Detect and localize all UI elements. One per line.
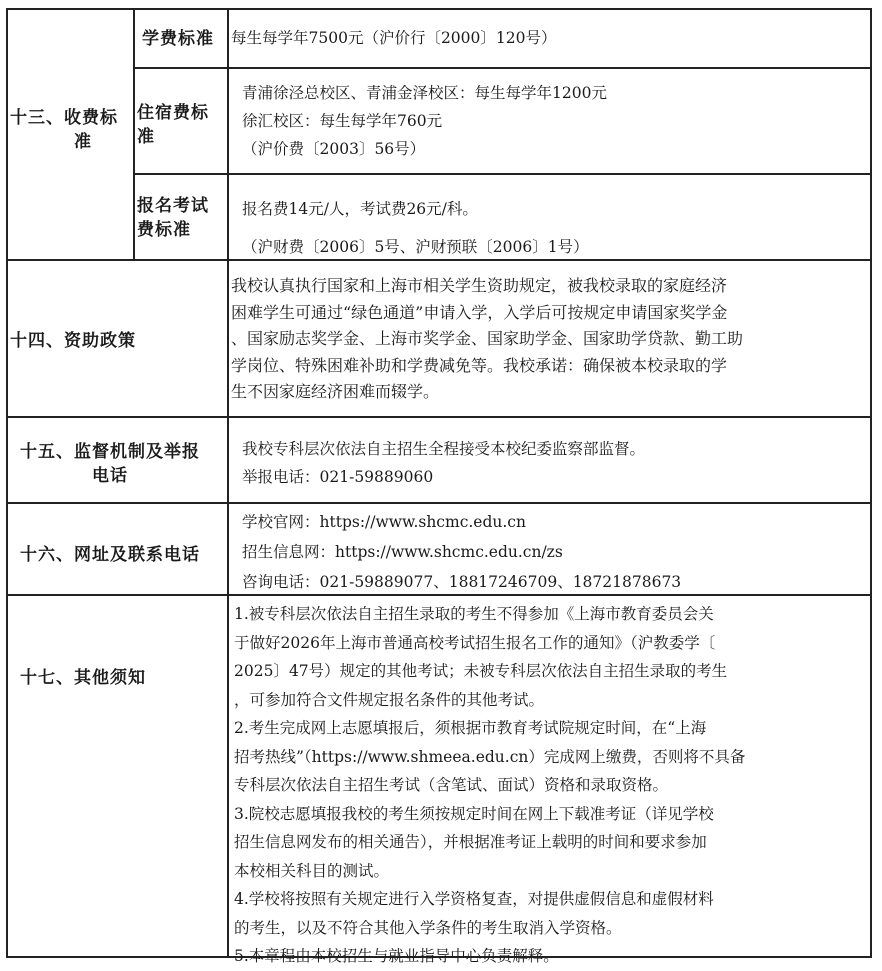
section-15-title-line1: 十五、监督机制及举报	[20, 442, 200, 462]
exam-fee-label-line2: 费标准	[137, 220, 191, 240]
section-14-title: 十四、资助政策	[10, 331, 136, 351]
exam-fee-line: 报名费14元/人，考试费26元/科。	[242, 200, 478, 218]
exam-fee-label	[137, 194, 209, 242]
section-13-title	[10, 106, 134, 154]
notice-line: 的考生，以及不符合其他入学条件的考生取消入学资格。	[234, 918, 622, 937]
notice-line: 本校相关科目的测试。	[234, 861, 390, 880]
admissions-website: 招生信息网：https://www.shcmc.edu.cn/zs	[242, 543, 563, 561]
column-divider	[227, 10, 229, 956]
notice-line: 招生信息网发布的相关通告），并根据准考证上载明的时间和要求参加	[234, 833, 707, 851]
text-line: 学岗位、特殊困难补助和学费减免等。我校承诺：确保被本校录取的学	[231, 355, 728, 375]
section-13-title-line2: 准	[74, 132, 92, 152]
exam-fee-line: （沪财费〔2006〕5号、沪财预联〔2006〕1号）	[242, 238, 589, 256]
housing-line: 青浦徐泾总校区、青浦金泽校区：每生每学年1200元	[242, 84, 607, 102]
row-divider	[8, 416, 870, 418]
housing-label-line1: 住宿费标	[137, 103, 209, 123]
notice-line: 2025〕47号）规定的其他考试；未被专科层次依法自主招生录取的考生	[234, 662, 728, 680]
notice-line: 专科层次依法自主招生考试（含笔试、面试）资格和录取资格。	[234, 776, 669, 794]
row-divider	[8, 502, 870, 504]
tuition-label: 学费标准	[142, 29, 214, 49]
text-line: 困难学生可通过“绿色通道”申请入学，入学后可按规定申请国家奖学金	[231, 302, 728, 322]
housing-label-line2: 准	[137, 127, 155, 147]
notice-line: 2.考生完成网上志愿填报后，须根据市教育考试院规定时间，在“上海	[234, 719, 707, 737]
section-15-text	[242, 435, 645, 491]
section-16-title: 十六、网址及联系电话	[20, 545, 200, 565]
text-line: 生不因家庭经济困难而辍学。	[231, 382, 440, 401]
text-line: 我校专科层次依法自主招生全程接受本校纪委监察部监督。	[242, 440, 646, 458]
row-divider	[133, 173, 870, 175]
notice-line: ，可参加符合文件规定报名条件的其他考试。	[234, 690, 545, 709]
exam-fee-text	[242, 190, 589, 266]
housing-line: （沪价费〔2003〕56号）	[242, 140, 426, 158]
housing-text	[242, 79, 607, 163]
admissions-info-table	[6, 8, 872, 965]
notice-line: 招考热线”（https://www.shmeea.edu.cn）完成网上缴费，否则将不具备	[234, 747, 746, 766]
section-15-title	[20, 440, 200, 488]
section-17-title: 十七、其他须知	[20, 668, 146, 688]
notice-line: 1.被专科层次依法自主招生录取的考生不得参加《上海市教育委员会关	[234, 605, 714, 623]
row-divider	[133, 67, 870, 69]
notice-line: 3.院校志愿填报我校的考生须按规定时间在网上下载准考证（详见学校	[234, 804, 714, 823]
text-line: 我校认真执行国家和上海市相关学生资助规定，被我校录取的家庭经济	[231, 276, 728, 295]
housing-label	[137, 101, 209, 149]
section-14-text	[231, 273, 743, 406]
contact-phones: 咨询电话：021-59889077、18817246709、18721878673	[242, 573, 682, 591]
school-website: 学校官网：https://www.shcmc.edu.cn	[242, 513, 526, 531]
notice-line: 于做好2026年上海市普通高校考试招生报名工作的通知》（沪教委学〔	[234, 633, 716, 652]
housing-line: 徐汇校区：每生每学年760元	[242, 112, 443, 130]
tuition-text: 每生每学年7500元（沪价行〔2000〕120号）	[231, 29, 557, 47]
exam-fee-label-line1: 报名考试	[137, 196, 209, 216]
section-17-text	[234, 600, 745, 971]
section-16-text	[242, 507, 681, 597]
text-line: 、国家励志奖学金、上海市奖学金、国家助学金、国家助学贷款、勤工助	[231, 329, 744, 348]
notice-line: 5.本章程由本校招生与就业指导中心负责解释。	[234, 947, 559, 965]
section-13-title-line1: 十三、收费标	[10, 108, 118, 128]
report-phone: 举报电话：021-59889060	[242, 468, 434, 486]
section-15-title-line2: 电话	[92, 466, 128, 486]
notice-line: 4.学校将按照有关规定进行入学资格复查，对提供虚假信息和虚假材料	[234, 890, 714, 908]
